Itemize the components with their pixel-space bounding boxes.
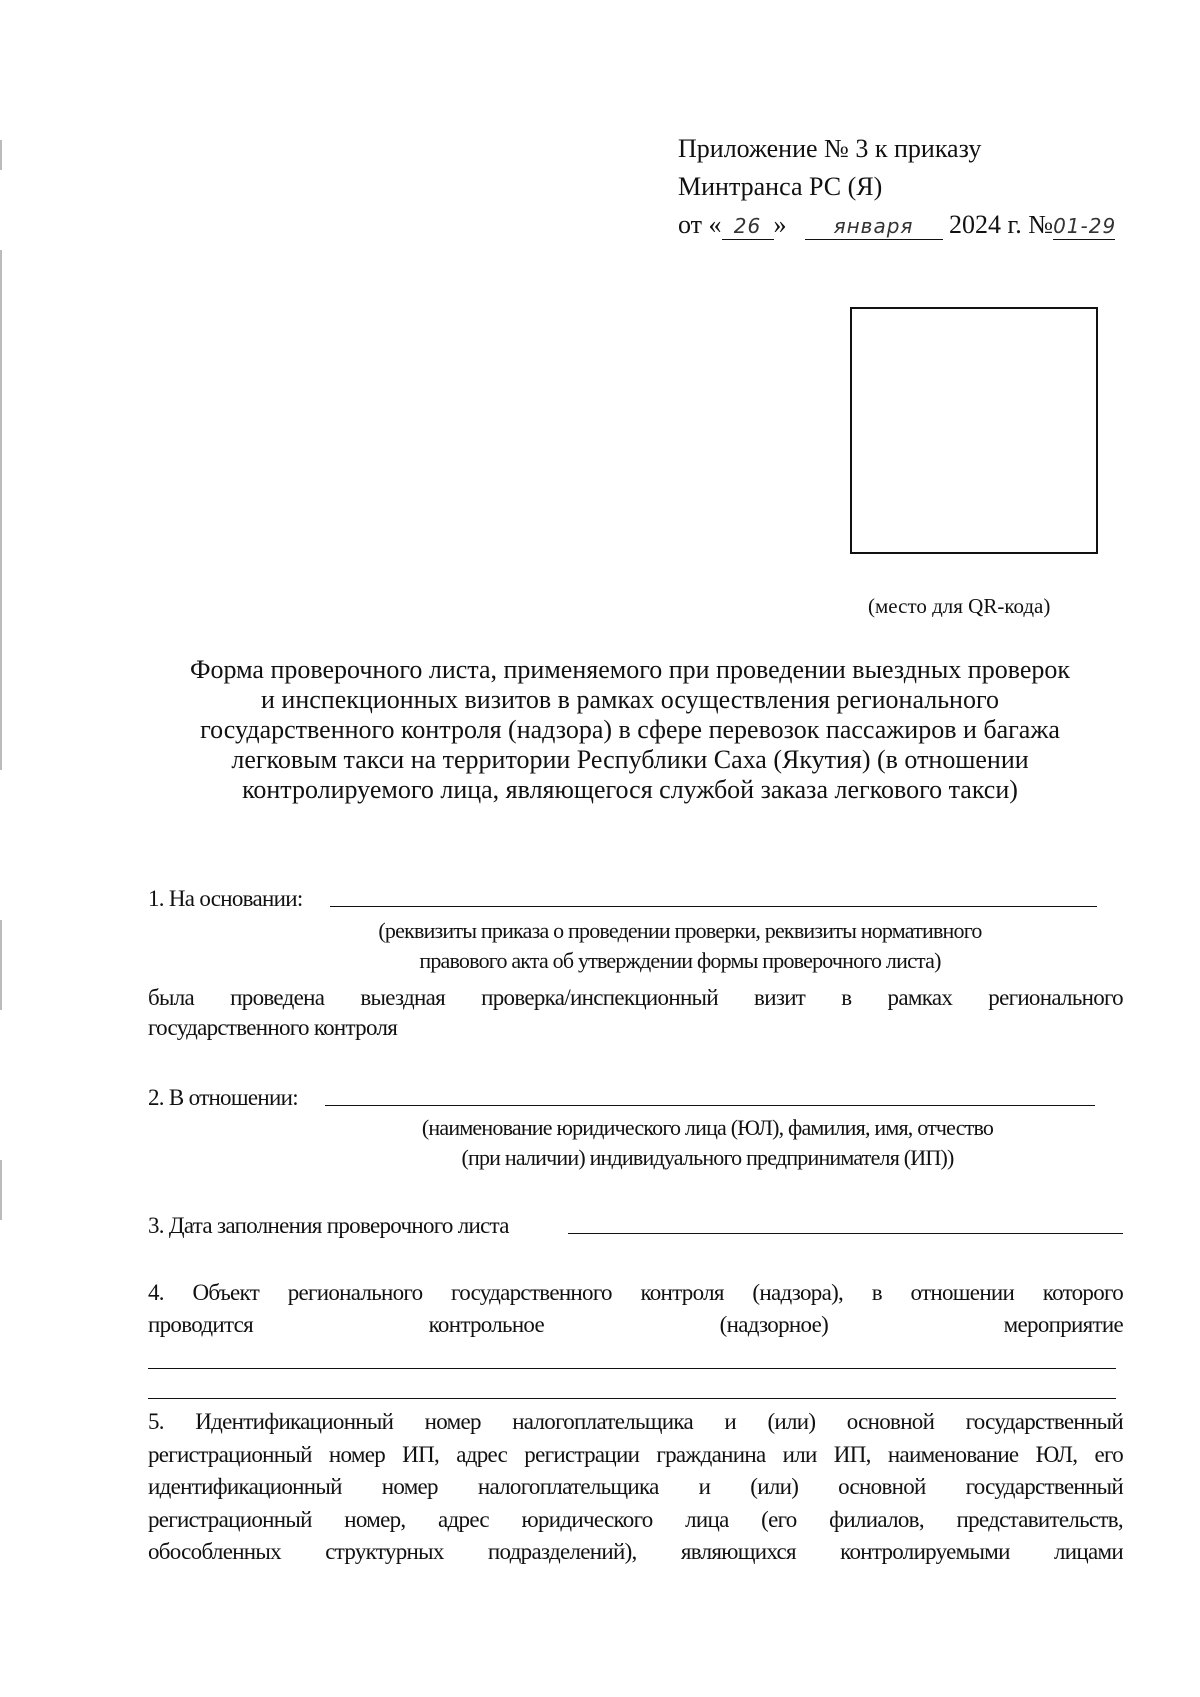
- section-4-text: [148, 1277, 1123, 1341]
- form-title-line: Форма проверочного листа, применяемого при проведении выездных проверок: [189, 655, 1071, 684]
- appendix-line-1: Приложение № 3 к приказу: [678, 134, 982, 163]
- section-4-fill-line[interactable]: [148, 1368, 1116, 1369]
- section-2-hint-line: (при наличии) индивидуального предпринимателя (ИП)): [461, 1145, 954, 1170]
- section-1-hint-line: (реквизиты приказа о проведении проверки, реквизиты нормативного: [378, 918, 982, 943]
- qr-code-placeholder: [850, 307, 1098, 554]
- section-4-line: проводится контрольное (надзорное) мероприятие: [148, 1312, 1123, 1337]
- section-1-fill-line[interactable]: [330, 906, 1097, 907]
- section-1-cont-line: государственного контроля: [148, 1015, 398, 1040]
- date-day-close: »: [773, 210, 787, 239]
- date-day-handwritten: 26: [722, 213, 774, 240]
- order-number-handwritten: 01-29: [1053, 214, 1117, 238]
- section-2-label: 2. В отношении:: [148, 1085, 298, 1110]
- section-5-line: идентификационный номер налогоплательщика и (или) основной государственный: [148, 1474, 1123, 1499]
- qr-caption: (место для QR-кода): [868, 594, 1051, 618]
- section-5-text: [148, 1406, 1123, 1569]
- appendix-header: [678, 130, 1115, 244]
- section-5-line: 5. Идентификационный номер налогоплательщика и (или) основной государственный: [148, 1409, 1123, 1434]
- section-4-fill-line[interactable]: [148, 1398, 1116, 1399]
- form-title-line: легковым такси на территории Республики Саха (Якутия) (в отношении: [231, 745, 1029, 774]
- appendix-date-line: [678, 206, 1115, 244]
- section-5-line: регистрационный номер ИП, адрес регистрации гражданина или ИП, наименование ЮЛ, его: [148, 1441, 1123, 1467]
- section-1-continuation: [148, 983, 1123, 1043]
- section-5-line: регистрационный номер, адрес юридического лица (его филиалов, представительств,: [148, 1506, 1123, 1532]
- section-2-fill-line[interactable]: [325, 1105, 1095, 1106]
- section-1-cont-line: была проведена выездная проверка/инспекционный визит в рамках регионального: [148, 985, 1123, 1010]
- date-month-handwritten: января: [805, 213, 943, 240]
- section-2-hint: [340, 1113, 1075, 1173]
- section-3-fill-line[interactable]: [568, 1233, 1123, 1234]
- date-prefix: от «: [678, 210, 722, 239]
- scan-artifact: [0, 1160, 2, 1220]
- scan-artifact: [0, 920, 2, 1010]
- section-4-line: 4. Объект регионального государственного контроля (надзора), в отношении которого: [148, 1280, 1123, 1305]
- section-1-label: 1. На основании:: [148, 886, 303, 911]
- section-5-line: обособленных структурных подразделений), являющихся контролируемыми лицами: [148, 1539, 1123, 1564]
- form-title-line: и инспекционных визитов в рамках осуществления регионального: [261, 685, 999, 714]
- scan-artifact: [0, 140, 2, 170]
- section-1-hint-line: правового акта об утверждении формы проверочного листа): [419, 948, 941, 973]
- form-title: [140, 655, 1120, 805]
- form-title-line: контролируемого лица, являющегося службой заказа легкового такси): [242, 775, 1018, 804]
- section-1-hint: [300, 916, 1060, 976]
- appendix-line-2: Минтранса РС (Я): [678, 172, 883, 201]
- scan-artifact: [0, 250, 2, 770]
- date-year-text: 2024 г. №: [949, 210, 1054, 239]
- form-title-line: государственного контроля (надзора) в сфере перевозок пассажиров и багажа: [200, 715, 1060, 744]
- section-2-hint-line: (наименование юридического лица (ЮЛ), фамилия, имя, отчество: [421, 1115, 994, 1140]
- section-3-label: 3. Дата заполнения проверочного листа: [148, 1213, 509, 1238]
